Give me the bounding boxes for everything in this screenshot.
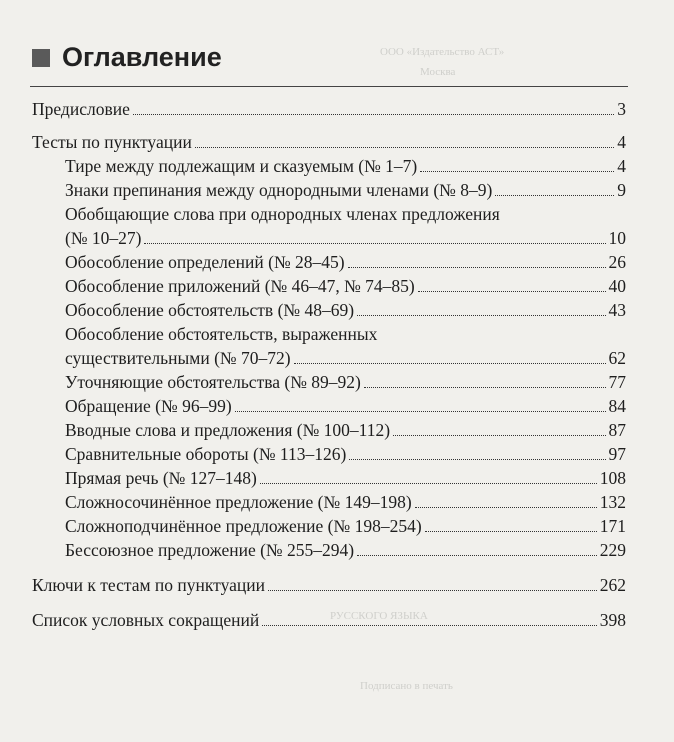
toc-subentry[interactable]: [32, 418, 626, 442]
toc-entry-page: 132: [599, 492, 626, 512]
leader-dots: [425, 531, 597, 532]
leader-dots: [235, 411, 606, 412]
toc-entry-label: (№ 10–27): [65, 228, 142, 248]
toc-subentry[interactable]: [32, 370, 626, 394]
toc-entry-label: Обособление приложений (№ 46–47, № 74–85): [65, 276, 415, 296]
toc-entry-label: Бессоюзное предложение (№ 255–294): [65, 540, 355, 560]
leader-dots: [357, 555, 597, 556]
toc-entry-label-line1: Обобщающие слова при однородных членах предложения: [65, 204, 500, 224]
top-rule: [30, 86, 628, 87]
toc-entry-label: Ключи к тестам по пунктуации: [32, 575, 265, 595]
toc-entry-label: Прямая речь (№ 127–148): [65, 468, 257, 488]
toc-entry-label: Обособление определений (№ 28–45): [65, 252, 345, 272]
show-through-text: ООО «Издательство АСТ»: [380, 46, 505, 58]
toc-entry-page: 97: [608, 444, 626, 464]
toc-entry[interactable]: [32, 97, 626, 121]
leader-dots: [393, 435, 605, 436]
toc-entry-page: 43: [608, 300, 626, 320]
leader-dots: [495, 195, 614, 196]
leader-dots: [357, 315, 605, 316]
toc-entry-page: 84: [608, 396, 626, 416]
show-through-text: Подписано в печать: [360, 680, 453, 692]
toc-subentry[interactable]: [32, 274, 626, 298]
leader-dots: [133, 114, 614, 115]
toc-subentry[interactable]: [32, 466, 626, 490]
toc-entry-page: 108: [599, 468, 626, 488]
leader-dots: [418, 291, 606, 292]
toc-subentry[interactable]: [32, 250, 626, 274]
toc-entry-page: 4: [617, 156, 626, 176]
toc-entry-label-line1: Обособление обстоятельств, выраженных: [65, 324, 378, 344]
toc-entry-label: Обособление обстоятельств (№ 48–69): [65, 300, 355, 320]
leader-dots: [294, 363, 606, 364]
toc-entry-label: Сравнительные обороты (№ 113–126): [65, 444, 347, 464]
toc-entry-label: Сложносочинённое предложение (№ 149–198): [65, 492, 412, 512]
leader-dots: [364, 387, 606, 388]
toc-entry-label: Знаки препинания между однородными членами (№ 8–9): [65, 180, 493, 200]
toc-entry-page: 9: [617, 180, 626, 200]
toc-entry-page: 87: [608, 420, 626, 440]
toc-subentry[interactable]: [32, 226, 626, 250]
toc-entry-page: 26: [608, 252, 626, 272]
toc-entry-label: Сложноподчинённое предложение (№ 198–254): [65, 516, 422, 536]
show-through-text: Москва: [420, 66, 456, 78]
leader-dots: [349, 459, 605, 460]
toc-entry-label: существительными (№ 70–72): [65, 348, 291, 368]
toc-subentry[interactable]: [32, 178, 626, 202]
leader-dots: [260, 483, 597, 484]
toc-entry-label: Уточняющие обстоятельства (№ 89–92): [65, 372, 361, 392]
toc-entry-page: 4: [617, 132, 626, 152]
toc-subentry[interactable]: [32, 154, 626, 178]
toc-subentry[interactable]: [32, 346, 626, 370]
toc-entry-page: 77: [608, 372, 626, 392]
toc-entry-label: Тире между подлежащим и сказуемым (№ 1–7): [65, 156, 418, 176]
toc-title: Оглавление: [62, 42, 222, 72]
toc-entry-page: 398: [599, 610, 626, 630]
toc-entry-page: 171: [599, 516, 626, 536]
toc-entry[interactable]: [32, 608, 626, 632]
toc-subentry[interactable]: [32, 442, 626, 466]
leader-dots: [348, 267, 606, 268]
toc-entry-page: 262: [599, 575, 626, 595]
toc-subentry[interactable]: [32, 394, 626, 418]
toc-entry-page: 40: [608, 276, 626, 296]
square-bullet-icon: [32, 49, 50, 67]
toc-entry-page: 62: [608, 348, 626, 368]
toc-entry-page: 3: [617, 99, 626, 119]
toc-entry[interactable]: [32, 130, 626, 154]
toc-entry-label: Обращение (№ 96–99): [65, 396, 232, 416]
leader-dots: [420, 171, 614, 172]
leader-dots: [415, 507, 597, 508]
toc-entry-label: Список условных сокращений: [32, 610, 260, 630]
toc-list: [32, 97, 626, 632]
leader-dots: [262, 625, 597, 626]
toc-entry-label: Предисловие: [32, 99, 130, 119]
toc-subentry[interactable]: [32, 490, 626, 514]
leader-dots: [268, 590, 597, 591]
toc-entry-label: Тесты по пунктуации: [32, 132, 192, 152]
toc-subentry[interactable]: [32, 298, 626, 322]
toc-entry-page: 10: [608, 228, 626, 248]
toc-heading: [32, 42, 222, 73]
leader-dots: [144, 243, 605, 244]
toc-subentry[interactable]: [32, 514, 626, 538]
toc-entry-page: 229: [599, 540, 626, 560]
toc-entry[interactable]: [32, 573, 626, 597]
leader-dots: [195, 147, 614, 148]
toc-entry-label: Вводные слова и предложения (№ 100–112): [65, 420, 391, 440]
show-through-text: РУССКОГО ЯЗЫКА: [330, 610, 428, 622]
toc-subentry[interactable]: [32, 538, 626, 562]
